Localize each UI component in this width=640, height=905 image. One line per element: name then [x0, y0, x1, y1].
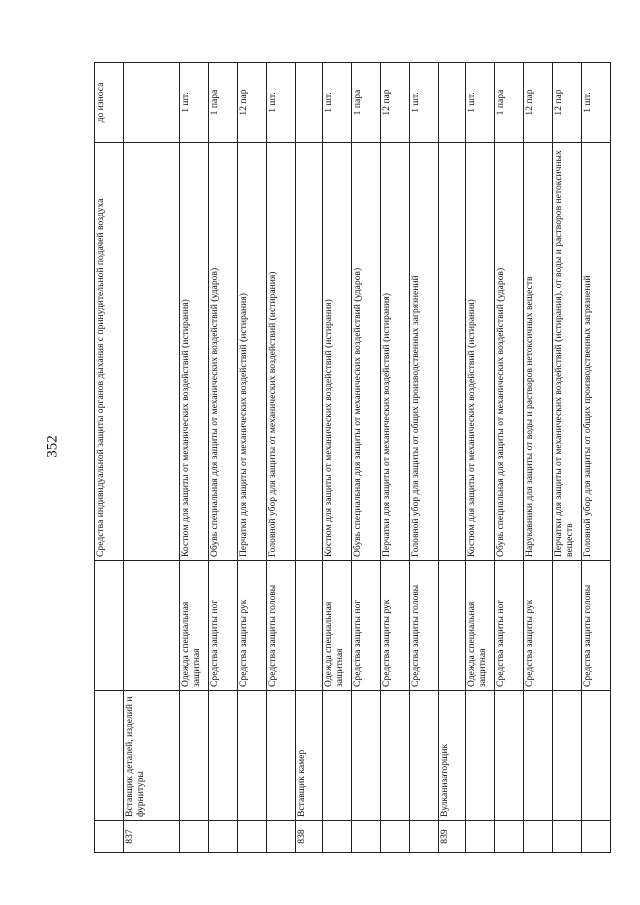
- ppe-item-cell: Костюм для защиты от механических воздействий (истирания): [180, 143, 209, 561]
- ppe-category-cell: Средства защиты ног: [352, 561, 381, 691]
- ppe-item-cell: Перчатки для защиты от механических воздействий (истирания): [238, 143, 267, 561]
- ppe-category-cell: [439, 561, 466, 691]
- table-row: [209, 63, 238, 853]
- profession-cell: [95, 691, 124, 821]
- table-row: [439, 63, 466, 853]
- issue-norm-cell: [124, 63, 180, 143]
- issue-norm-cell: 12 пар: [381, 63, 410, 143]
- profession-cell: [410, 691, 439, 821]
- ppe-item-cell: [124, 143, 180, 561]
- ppe-item-cell: Головной убор для защиты от общих производственных загрязнений: [582, 143, 611, 561]
- issue-norm-cell: 1 пара: [352, 63, 381, 143]
- profession-cell: [495, 691, 524, 821]
- row-number-cell: [524, 821, 553, 853]
- issue-norm-cell: 1 шт.: [410, 63, 439, 143]
- profession-cell: [238, 691, 267, 821]
- profession-cell: [323, 691, 352, 821]
- ppe-category-cell: Средства защиты головы: [410, 561, 439, 691]
- profession-cell: [524, 691, 553, 821]
- table-row: [410, 63, 439, 853]
- profession-cell: [381, 691, 410, 821]
- row-number-cell: 837: [124, 821, 180, 853]
- ppe-category-cell: [124, 561, 180, 691]
- issue-norm-cell: 1 шт.: [466, 63, 495, 143]
- table-body: [95, 63, 611, 853]
- row-number-cell: [410, 821, 439, 853]
- table-row: [238, 63, 267, 853]
- table-row: [381, 63, 410, 853]
- ppe-item-cell: [439, 143, 466, 561]
- row-number-cell: [209, 821, 238, 853]
- ppe-item-cell: Головной убор для защиты от общих производственных загрязнений: [410, 143, 439, 561]
- table-row: [582, 63, 611, 853]
- table-row: [323, 63, 352, 853]
- ppe-category-cell: Средства защиты головы: [267, 561, 296, 691]
- profession-cell: [267, 691, 296, 821]
- row-number-cell: [381, 821, 410, 853]
- row-number-cell: [553, 821, 582, 853]
- profession-cell: [352, 691, 381, 821]
- ppe-category-cell: Средства защиты рук: [524, 561, 553, 691]
- ppe-item-cell: Средства индивидуальной защиты органов дыхания с принудительной подачей воздуха: [95, 143, 124, 561]
- ppe-category-cell: Средства защиты рук: [381, 561, 410, 691]
- row-number-cell: [582, 821, 611, 853]
- row-number-cell: [495, 821, 524, 853]
- profession-cell: [466, 691, 495, 821]
- ppe-item-cell: [296, 143, 323, 561]
- issue-norm-cell: 1 пара: [209, 63, 238, 143]
- ppe-category-cell: Средства защиты ног: [209, 561, 238, 691]
- table-row: [466, 63, 495, 853]
- row-number-cell: [180, 821, 209, 853]
- issue-norm-cell: 1 пара: [495, 63, 524, 143]
- table-row: [352, 63, 381, 853]
- ppe-category-cell: Средства защиты рук: [238, 561, 267, 691]
- row-number-cell: [352, 821, 381, 853]
- issue-norm-cell: 12 пар: [238, 63, 267, 143]
- table-row: [180, 63, 209, 853]
- issue-norm-cell: [439, 63, 466, 143]
- issue-norm-cell: 12 пар: [553, 63, 582, 143]
- issue-norm-cell: 1 шт.: [267, 63, 296, 143]
- row-number-cell: [267, 821, 296, 853]
- table-row: [267, 63, 296, 853]
- ppe-item-cell: Обувь специальная для защиты от механических воздействий (ударов): [209, 143, 238, 561]
- profession-cell: [209, 691, 238, 821]
- issue-norm-cell: 1 шт.: [323, 63, 352, 143]
- ppe-item-cell: Перчатки для защиты от механических воздействий (истирания): [381, 143, 410, 561]
- table-row: [495, 63, 524, 853]
- ppe-item-cell: Обувь специальная для защиты от механических воздействий (ударов): [352, 143, 381, 561]
- table-row: [95, 63, 124, 853]
- ppe-category-cell: Одежда специальная защитная: [180, 561, 209, 691]
- ppe-category-cell: [296, 561, 323, 691]
- table-row: [124, 63, 180, 853]
- ppe-category-cell: Одежда специальная защитная: [323, 561, 352, 691]
- ppe-norms-sheet: [94, 63, 593, 853]
- issue-norm-cell: до износа: [95, 63, 124, 143]
- table-row: [296, 63, 323, 853]
- profession-cell: Вставщик деталей, изделий и фурнитуры: [124, 691, 180, 821]
- profession-cell: Вставщик камер: [296, 691, 323, 821]
- issue-norm-cell: 1 шт.: [582, 63, 611, 143]
- ppe-category-cell: [95, 561, 124, 691]
- profession-cell: [582, 691, 611, 821]
- profession-cell: [553, 691, 582, 821]
- row-number-cell: 838: [296, 821, 323, 853]
- table-row: [553, 63, 582, 853]
- ppe-item-cell: Перчатки для защиты от механических воздействий (истирания), от воды и растворов нетоксичных веществ: [553, 143, 582, 561]
- ppe-item-cell: Головной убор для защиты от механических воздействий (истирания): [267, 143, 296, 561]
- row-number-cell: [95, 821, 124, 853]
- ppe-norms-table: [94, 62, 611, 853]
- issue-norm-cell: 1 шт.: [180, 63, 209, 143]
- issue-norm-cell: [296, 63, 323, 143]
- row-number-cell: 839: [439, 821, 466, 853]
- row-number-cell: [323, 821, 352, 853]
- ppe-category-cell: [553, 561, 582, 691]
- ppe-item-cell: Нарукавники для защиты от воды и растворов нетоксичных веществ: [524, 143, 553, 561]
- table-row: [524, 63, 553, 853]
- issue-norm-cell: 12 пар: [524, 63, 553, 143]
- ppe-item-cell: Костюм для защиты от механических воздействий (истирания): [323, 143, 352, 561]
- ppe-category-cell: Средства защиты ног: [495, 561, 524, 691]
- page-number: 352: [44, 435, 61, 458]
- ppe-item-cell: Обувь специальная для защиты от механических воздействий (ударов): [495, 143, 524, 561]
- row-number-cell: [238, 821, 267, 853]
- profession-cell: [180, 691, 209, 821]
- ppe-category-cell: Одежда специальная защитная: [466, 561, 495, 691]
- ppe-category-cell: Средства защиты головы: [582, 561, 611, 691]
- profession-cell: Вулканизаторщик: [439, 691, 466, 821]
- ppe-item-cell: Костюм для защиты от механических воздействий (истирания): [466, 143, 495, 561]
- row-number-cell: [466, 821, 495, 853]
